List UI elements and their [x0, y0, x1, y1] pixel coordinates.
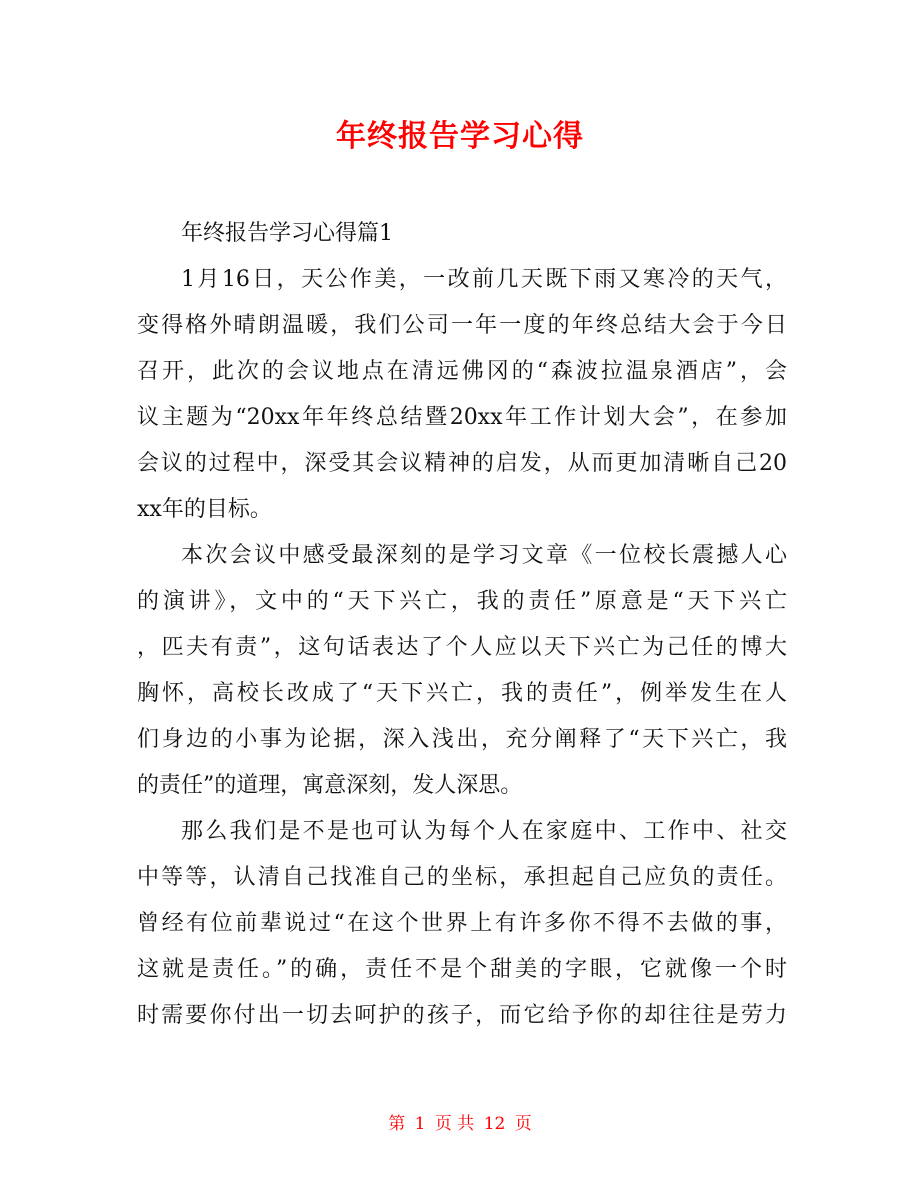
total-pages: 12	[483, 1114, 506, 1134]
footer-mid: 页 共	[434, 1114, 475, 1134]
paragraph-line: 那么我们是不是也可认为每个人在家庭中、工作中、社交	[181, 819, 787, 844]
document-title: 年终报告学习心得	[336, 119, 584, 154]
paragraph-line: 本次会议中感受最深刻的是学习文章《一位校长震撼人心	[181, 543, 787, 568]
document-body	[137, 211, 787, 1039]
paragraph-line: 的责任”的道理，寓意深刻，发人深思。	[137, 773, 523, 798]
paragraph-line: 时需要你付出一切去呵护的孩子，而它给予你的却往往是劳力	[137, 1003, 787, 1028]
paragraph-line: 1月16日，天公作美，一改前几天既下雨又寒冷的天气，	[181, 267, 787, 292]
paragraph-line: 召开，此次的会议地点在清远佛冈的“森波拉温泉酒店”，会	[137, 359, 787, 384]
page-number-footer	[0, 1112, 920, 1136]
paragraph-line: 这就是责任。”的确，责任不是个甜美的字眼，它就像一个时	[137, 957, 787, 982]
paragraph-line: 变得格外晴朗温暖，我们公司一年一度的年终总结大会于今日	[137, 313, 787, 338]
paragraph-line: 会议的过程中，深受其会议精神的启发，从而更加清晰自己20	[137, 451, 787, 476]
paragraph-line: 胸怀，高校长改成了“天下兴亡，我的责任”，例举发生在人	[137, 681, 787, 706]
footer-suffix: 页	[514, 1114, 532, 1134]
section-heading: 年终报告学习心得篇1	[181, 221, 393, 246]
paragraph-line: xx年的目标。	[137, 497, 272, 522]
paragraph-line: 的演讲》，文中的“天下兴亡，我的责任”原意是“天下兴亡	[137, 589, 787, 614]
paragraph-line: 们身边的小事为论据，深入浅出，充分阐释了“天下兴亡，我	[137, 727, 787, 752]
paragraph-line: ，匹夫有责”，这句话表达了个人应以天下兴亡为己任的博大	[137, 635, 787, 660]
footer-prefix: 第	[388, 1114, 406, 1134]
paragraph-line: 曾经有位前辈说过“在这个世界上有许多你不得不去做的事，	[137, 911, 787, 936]
current-page-number: 1	[414, 1114, 426, 1134]
paragraph-line: 中等等，认清自己找准自己的坐标，承担起自己应负的责任。	[137, 865, 787, 890]
paragraph-line: 议主题为“20xx年年终总结暨20xx年工作计划大会”，在参加	[137, 405, 787, 430]
